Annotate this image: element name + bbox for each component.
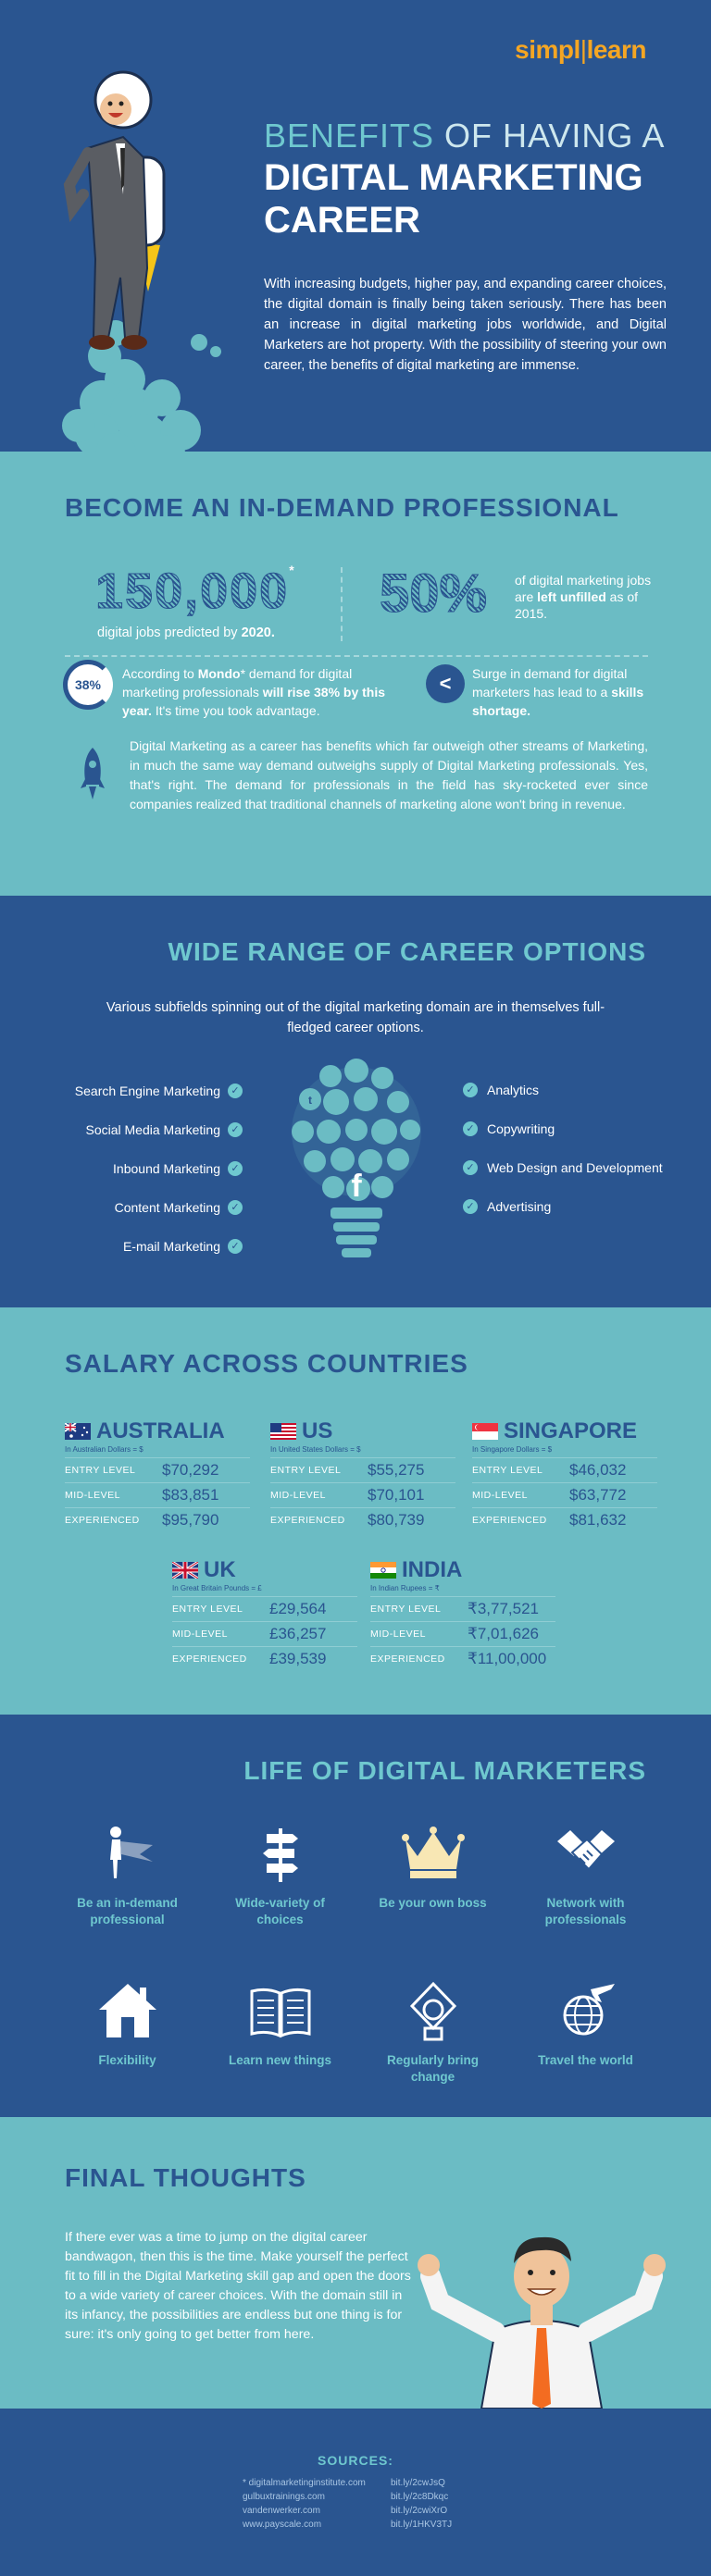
salary-value: $70,292 — [162, 1461, 219, 1479]
source-link[interactable]: www.payscale.com — [243, 2520, 322, 2530]
career-option: Search Engine Marketing ✓ — [37, 1071, 250, 1110]
career-option: ✓ Web Design and Development — [463, 1158, 676, 1177]
stat-50-caption: of digital marketing jobs are left unfilled as of 2015. — [515, 573, 652, 621]
change-cycle-icon — [401, 1978, 466, 2043]
divider — [341, 567, 343, 641]
career-options-right — [463, 1081, 676, 1236]
skills-shortage-text: Surge in demand for digital marketers has lead to a skills shortage. — [472, 666, 644, 718]
country-uk: UK In Great Britain Pounds = £ ENTRY LEVEL £29,564 MID-LEVEL £36,257 EXPERIENCED £39,539 — [172, 1557, 357, 1671]
mondo-demand-text: According to Mondo* demand for digital marketing professionals will rise 38% by this year. It's time you took advantage. — [122, 666, 386, 718]
salary-value: £39,539 — [269, 1650, 327, 1667]
stat-50-percent: 50% — [380, 564, 488, 624]
salary-value: $81,632 — [569, 1511, 627, 1529]
simplilearn-logo[interactable]: simpl|learn — [515, 35, 646, 64]
section-title: WIDE RANGE OF CAREER OPTIONS — [168, 937, 646, 966]
hero-title: BENEFITS OF HAVING A DIGITAL MARKETING CAREER — [264, 117, 666, 241]
us-flag-icon — [270, 1423, 296, 1440]
salary-value: $46,032 — [569, 1461, 627, 1479]
stat-150000: 150,000* — [95, 563, 296, 619]
check-icon: ✓ — [228, 1122, 243, 1137]
source-link[interactable]: bit.ly/2cwiXrO — [391, 2506, 448, 2516]
final-section — [0, 2117, 711, 2409]
life-item: Regularly bring change — [356, 1978, 509, 2117]
salary-value: £29,564 — [269, 1600, 327, 1617]
salary-value: ₹7,01,626 — [468, 1625, 539, 1642]
career-option: E-mail Marketing ✓ — [37, 1227, 250, 1266]
country-australia: AUSTRALIA In Australian Dollars = $ ENTRY LEVEL $70,292 MID-LEVEL $83,851 EXPERIENCED $95,790 — [65, 1418, 250, 1532]
life-item: Be your own boss — [356, 1821, 509, 1960]
career-option: Inbound Marketing ✓ — [37, 1149, 250, 1188]
section-title: LIFE OF DIGITAL MARKETERS — [243, 1756, 646, 1785]
check-icon: ✓ — [228, 1084, 243, 1098]
salary-value: ₹11,00,000 — [468, 1650, 547, 1667]
demand-paragraph: Digital Marketing as a career has benefits which far outweigh other streams of Marketing, in much the same way demand outweighs supply of Digital Marketing professionals. Yes, that's right. The demand for professionals in the field has sky-rocketed ever since companies realized that traditional channels of marketing alone won't bring in revenue. — [130, 738, 648, 811]
country-singapore: SINGAPORE In Singapore Dollars = $ ENTRY LEVEL $46,032 MID-LEVEL $63,772 EXPERIENCED $81,632 — [472, 1418, 657, 1532]
sources-title: SOURCES: — [318, 2453, 393, 2468]
hero-section — [0, 0, 711, 452]
life-item: Wide-variety of choices — [204, 1821, 356, 1960]
less-than-icon: < — [426, 664, 465, 703]
uk-flag-icon — [172, 1562, 198, 1579]
social-lightbulb-icon — [282, 1058, 430, 1275]
career-option: Content Marketing ✓ — [37, 1188, 250, 1227]
career-option: ✓ Analytics — [463, 1081, 676, 1099]
source-link[interactable]: bit.ly/2cwJsQ — [391, 2478, 445, 2488]
salary-value: ₹3,77,521 — [468, 1600, 539, 1617]
source-link[interactable]: bit.ly/2c8Dkqc — [391, 2492, 449, 2502]
salary-value: $63,772 — [569, 1486, 627, 1504]
salary-value: $95,790 — [162, 1511, 219, 1529]
hero-intro: With increasing budgets, higher pay, and expanding career choices, the digital domain is finally being taken seriously. There has been an increase in digital marketing jobs worldwide, and Digital Marketers are hot property. With the possibility of steering your own career, the benefits of digital marketing are immense. — [264, 277, 667, 373]
source-link[interactable]: gulbuxtrainings.com — [243, 2492, 325, 2502]
life-item: Be an in-demand professional — [51, 1821, 204, 1960]
jetpack-man-illustration — [51, 56, 236, 452]
rocket-icon — [79, 746, 106, 801]
final-text: If there ever was a time to jump on the digital career bandwagon, then this is the time. Make yourself the perfect fit to fill in the Digital Marketing skill gap and open the doors to a wide variety of career choices. With the domain still in its infancy, the possibilities are endless but one thing is for sure: it's only going to get better from here. — [65, 2230, 411, 2342]
career-subtitle: Various subfields spinning out of the digital marketing domain are in themselves full-fledged career options. — [106, 1000, 605, 1035]
life-item: Learn new things — [204, 1978, 356, 2117]
check-icon: ✓ — [463, 1160, 478, 1175]
check-icon: ✓ — [228, 1200, 243, 1215]
shrugging-man-illustration — [412, 2219, 671, 2409]
book-icon — [248, 1978, 313, 2043]
salary-value: $70,101 — [368, 1486, 425, 1504]
superhero-icon — [95, 1821, 160, 1886]
house-icon — [95, 1978, 160, 2043]
section-title: SALARY ACROSS COUNTRIES — [65, 1349, 468, 1378]
life-item: Network with professionals — [509, 1821, 662, 1960]
life-item: Flexibility — [51, 1978, 204, 2117]
handshake-icon — [554, 1821, 618, 1886]
signpost-icon — [248, 1821, 313, 1886]
globe-plane-icon — [554, 1978, 618, 2043]
career-option: ✓ Copywriting — [463, 1120, 676, 1138]
salary-value: £36,257 — [269, 1625, 327, 1642]
salary-value: $80,739 — [368, 1511, 425, 1529]
check-icon: ✓ — [463, 1083, 478, 1097]
check-icon: ✓ — [463, 1199, 478, 1214]
crown-icon — [401, 1821, 466, 1886]
stat-150000-caption: digital jobs predicted by 2020. — [97, 625, 275, 640]
country-india: INDIA In Indian Rupees = ₹ ENTRY LEVEL ₹3,77,521 MID-LEVEL ₹7,01,626 EXPERIENCED ₹11,00,000 — [370, 1557, 555, 1671]
singapore-flag-icon — [472, 1423, 498, 1440]
section-title: BECOME AN IN-DEMAND PROFESSIONAL — [65, 493, 619, 522]
life-item: Travel the world — [509, 1978, 662, 2117]
career-option: ✓ Advertising — [463, 1197, 676, 1216]
check-icon: ✓ — [228, 1239, 243, 1254]
sources-section — [0, 2409, 711, 2575]
source-link[interactable]: vandenwerker.com — [243, 2506, 320, 2516]
source-link[interactable]: * digitalmarketinginstitute.com — [243, 2478, 366, 2488]
salary-value: $55,275 — [368, 1461, 425, 1479]
svg-text:f: f — [351, 1169, 362, 1204]
sources-list — [243, 2476, 366, 2532]
source-link[interactable]: bit.ly/1HKV3TJ — [391, 2520, 453, 2530]
salary-section — [0, 1307, 711, 1715]
svg-text:t: t — [308, 1094, 312, 1107]
career-option: Social Media Marketing ✓ — [37, 1110, 250, 1149]
divider — [65, 655, 648, 657]
demand-section — [0, 452, 711, 896]
career-options-left — [37, 1071, 250, 1266]
percent-38-badge: 38% — [63, 660, 113, 710]
sources-list — [391, 2476, 452, 2532]
check-icon: ✓ — [463, 1121, 478, 1136]
country-us: US In United States Dollars = $ ENTRY LEVEL $55,275 MID-LEVEL $70,101 EXPERIENCED $80,739 — [270, 1418, 455, 1532]
section-title: FINAL THOUGHTS — [65, 2163, 306, 2192]
australia-flag-icon — [65, 1423, 91, 1440]
life-grid — [51, 1821, 662, 2117]
salary-value: $83,851 — [162, 1486, 219, 1504]
life-section — [0, 1715, 711, 2117]
career-section — [0, 896, 711, 1307]
india-flag-icon — [370, 1562, 396, 1579]
check-icon: ✓ — [228, 1161, 243, 1176]
